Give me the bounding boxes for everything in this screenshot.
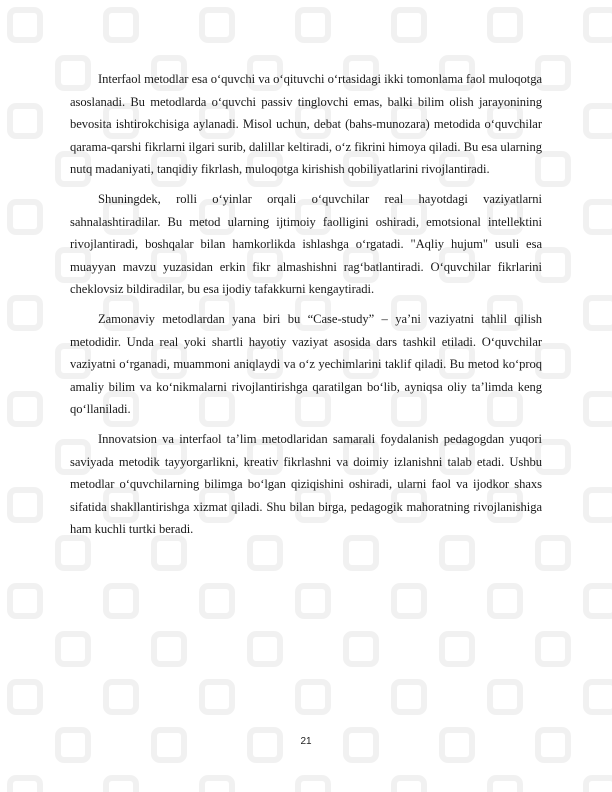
paragraph-interactive-methods: Interfaol metodlar esa o‘quvchi va o‘qituvchi o‘rtasidagi ikki tomonlama faol muloqotga asoslanadi. Bu metodlarda o‘quvchi passiv tinglovchi emas, balki bilim olish jarayonining bevosita ishtirokchisiga aylanadi. Misol uchun, debat (bahs-munozara) metodida o‘quvchilar qarama-qarshi fikrlarni ilgari surib, dalillar keltiradi, o‘z fikrini himoya qiladi. Bu esa ularning nutq madaniyati, tanqidiy fikrlash, muloqotga kirishish qobiliyatlarini rivojlantiradi. bbox=[70, 72, 542, 177]
paragraph-conclusion: Innovatsion va interfaol ta’lim metodlaridan samarali foydalanish pedagogdan yuqori saviyada metodik tayyorgarlikni, kreativ fikrlashni va doimiy izlanishni talab etadi. Ushbu metodlar o‘quvchilarning bilimga bo‘lgan qiziqishini oshiradi, ularni faol va ijodkor shaxs sifatida shakllantirishga xizmat qiladi. Shu bilan birga, pedagogik mahoratning rivojlanishiga ham kuchli turtki beradi. bbox=[70, 431, 542, 537]
page-number: 21 bbox=[300, 736, 312, 747]
paragraph-role-play: Shuningdek, rolli o‘yinlar orqali o‘quvchilar real hayotdagi vaziyatlarni sahnalashtiradilar. Bu metod ularning ijtimoiy faolligini oshiradi, emotsional intellektini rivojlantiradi, boshqalar bilan hamkorlikda ishlashga o‘rgatadi. "Aqliy hujum" usuli esa muayyan mavzu yuzasidan erkin fikr almashishni rag‘batlantiradi. O‘quvchilar fikrlarini cheklovsiz bildiradilar, bu esa ijodiy tafakkurni kengaytiradi. bbox=[70, 191, 542, 297]
document-body bbox=[70, 68, 542, 548]
paragraph-case-study: Zamonaviy metodlardan yana biri bu “Case-study” – ya’ni vaziyatni tahlil qilish metodidir. Unda real yoki shartli hayotiy vaziyat asosida dars tashkil etiladi. O‘quvchilar vaziyatni o‘rganadi, muammoni aniqlaydi va o‘z yechimlarini taklif qiladi. Bu metod ko‘proq amaliy bilim va ko‘nikmalarni rivojlantirishga qaratilgan bo‘lib, ayniqsa oliy ta’limda keng qo‘llaniladi. bbox=[70, 311, 542, 417]
